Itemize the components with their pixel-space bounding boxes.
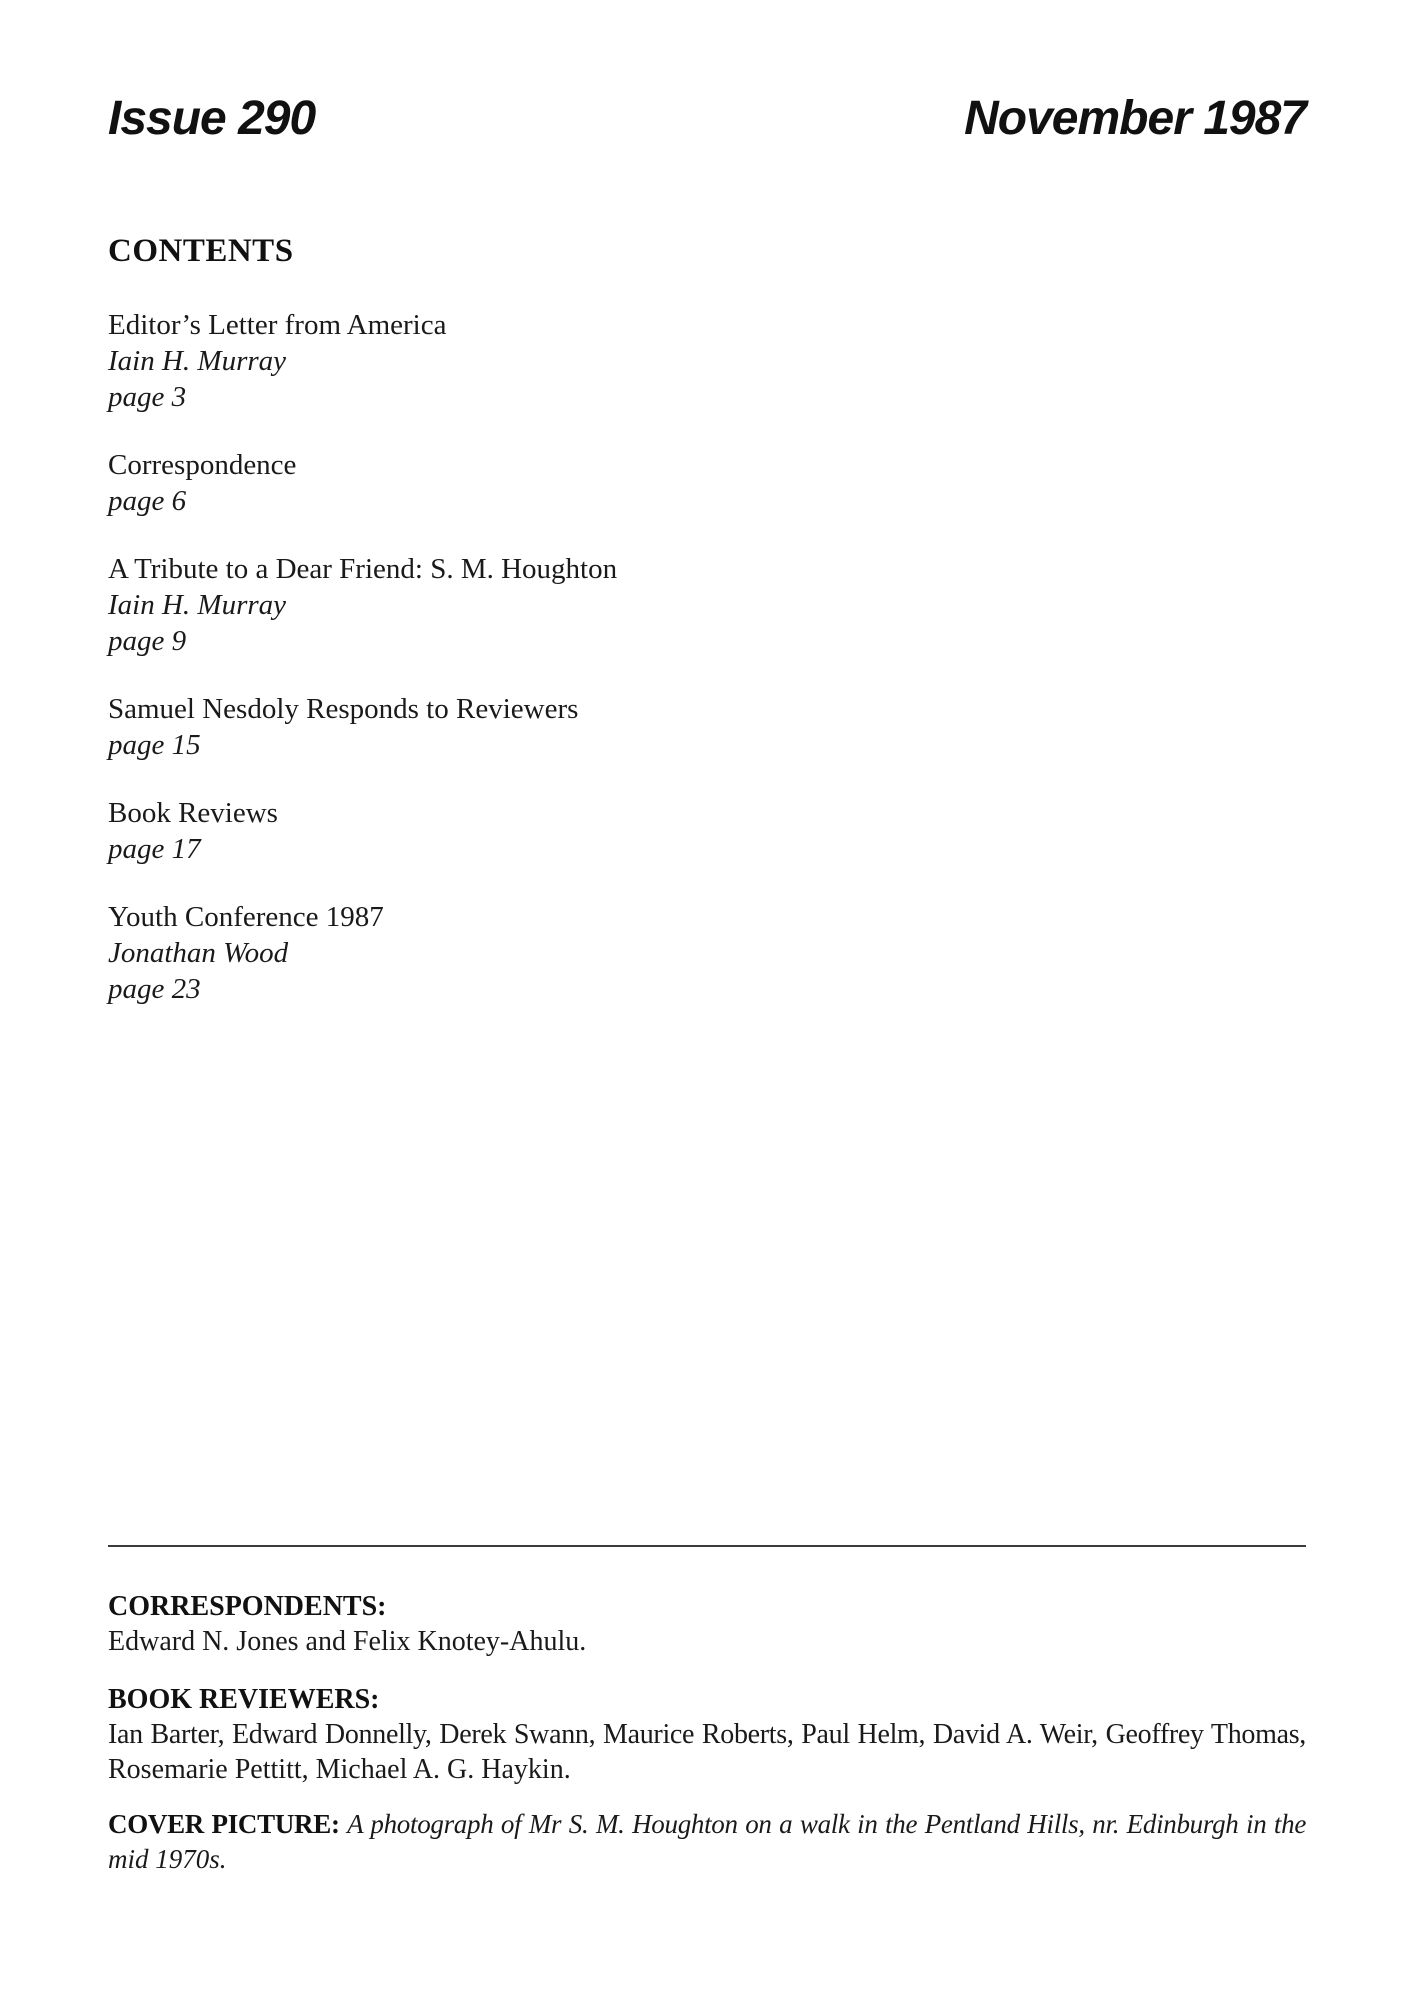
toc-entry-title: Youth Conference 1987	[108, 901, 384, 933]
cover-picture-line1	[108, 1807, 1306, 1842]
correspondents-section	[108, 1589, 1306, 1659]
toc-entry	[108, 795, 1306, 867]
toc-entry-title: Samuel Nesdoly Responds to Reviewers	[108, 693, 579, 725]
toc-entry-page: page 17	[108, 833, 201, 865]
toc-entry-title: Correspondence	[108, 449, 297, 481]
issue-date: November 1987	[964, 92, 1306, 145]
toc-entry-title: Editor’s Letter from America	[108, 309, 447, 341]
book-reviewers-line1: Ian Barter, Edward Donnelly, Derek Swann, Maurice Roberts, Paul Helm, David A. Weir, Geoffrey Thomas,	[108, 1719, 1306, 1750]
page-content	[0, 92, 1414, 1877]
divider-rule	[108, 1545, 1306, 1547]
toc-entry-page: page 15	[108, 729, 201, 761]
cover-picture-text: A photograph of Mr S. M. Houghton on a walk in the Pentland Hills, nr. Edinburgh in the	[347, 1809, 1307, 1839]
correspondents-names: Edward N. Jones and Felix Knotey-Ahulu.	[108, 1626, 587, 1657]
toc-entry	[108, 307, 1306, 415]
issue-number: Issue 290	[108, 92, 316, 145]
book-reviewers-section	[108, 1682, 1306, 1787]
cover-picture-line2: mid 1970s.	[108, 1844, 227, 1874]
toc-entry-page: page 9	[108, 625, 187, 657]
toc-entry-author: Iain H. Murray	[108, 589, 287, 621]
toc-entry-author: Jonathan Wood	[108, 937, 289, 969]
toc-entry	[108, 899, 1306, 1007]
toc-entry	[108, 447, 1306, 519]
cover-picture-section	[108, 1807, 1306, 1877]
toc-entry-title: Book Reviews	[108, 797, 278, 829]
toc-entry-page: page 3	[108, 381, 187, 413]
correspondents-label: CORRESPONDENTS:	[108, 1591, 387, 1622]
table-of-contents	[108, 307, 1306, 1007]
book-reviewers-label: BOOK REVIEWERS:	[108, 1684, 380, 1715]
toc-entry	[108, 691, 1306, 763]
toc-entry-author: Iain H. Murray	[108, 345, 287, 377]
book-reviewers-line2: Rosemarie Pettitt, Michael A. G. Haykin.	[108, 1754, 571, 1785]
contents-heading: CONTENTS	[108, 233, 294, 269]
toc-entry-page: page 23	[108, 973, 201, 1005]
masthead	[108, 92, 1306, 145]
cover-picture-label: COVER PICTURE:	[108, 1809, 340, 1839]
toc-entry	[108, 551, 1306, 659]
toc-entry-title: A Tribute to a Dear Friend: S. M. Houghton	[108, 553, 618, 585]
toc-entry-page: page 6	[108, 485, 187, 517]
